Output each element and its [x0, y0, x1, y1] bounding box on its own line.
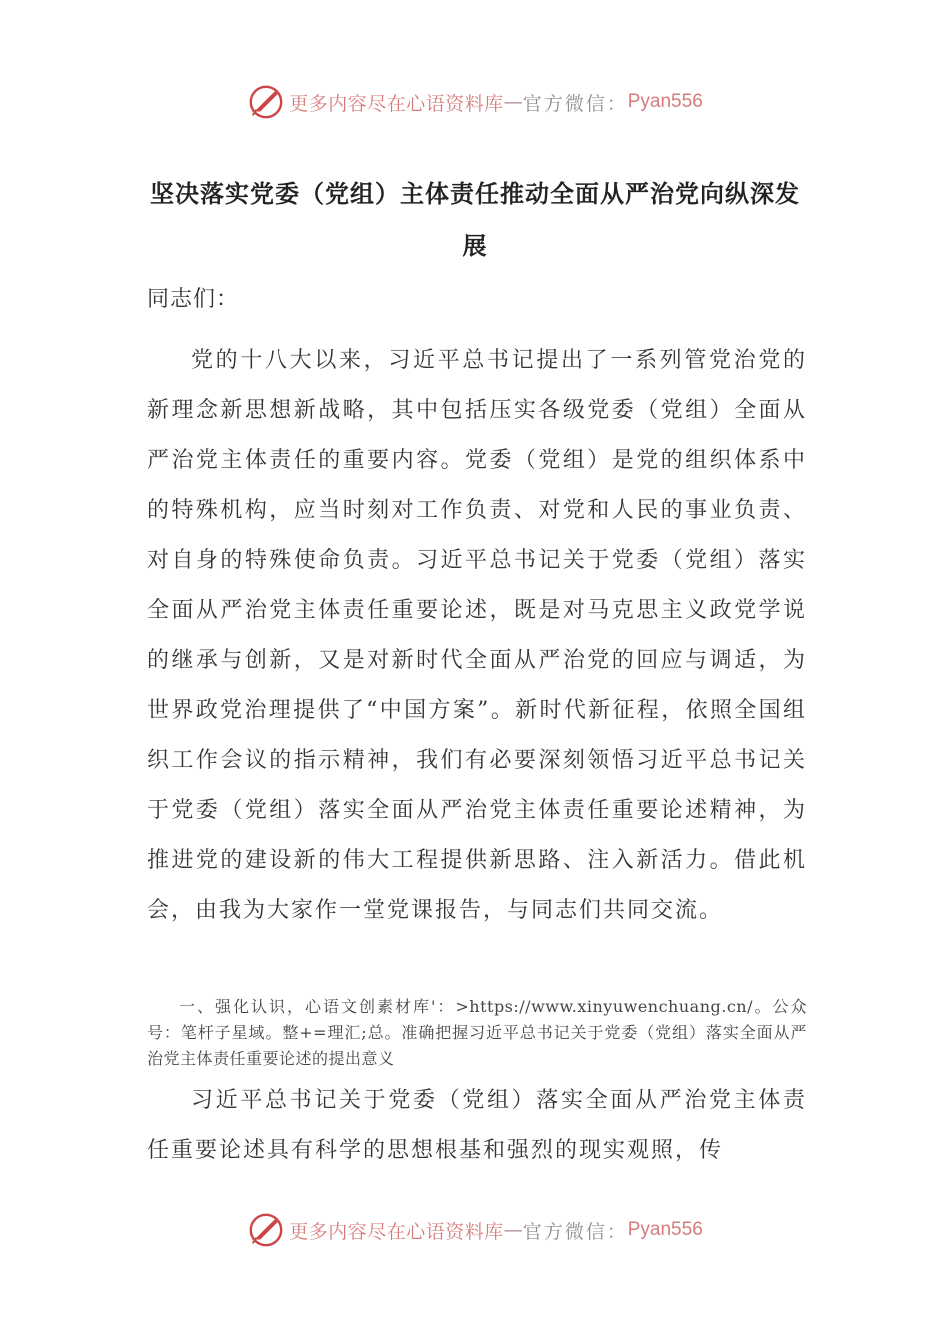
watermark-header: [0, 82, 950, 122]
paragraph-section-one: 习近平总书记关于党委（党组）落实全面从严治党主体责任重要论述具有科学的思想根基和强烈的现实观照，传: [147, 1088, 807, 1163]
watermark-footer: [0, 1210, 950, 1250]
watermark-official-label: 官方微信：: [522, 1220, 628, 1243]
section-heading: 一、强化认识，心语文创素材库'：>https://www.xinyuwenchuang.cn/。公众号：笔杆子星域。整+=理汇;总。准确把握习近平总书记关于党委（党组）落实全面从严治党主体责任重要论述的提出意义: [147, 997, 807, 1068]
document-title: 坚决落实党委（党组）主体责任推动全面从严治党向纵深发展: [150, 180, 800, 260]
watermark-wechat-id: Pyan556: [627, 91, 703, 112]
salutation: 同志们：: [147, 287, 240, 312]
watermark-separator: —: [503, 91, 523, 113]
quill-logo-icon: [247, 1211, 285, 1249]
quill-logo-icon: [247, 83, 285, 121]
paragraph-intro: 党的十八大以来，习近平总书记提出了一系列管党治党的新理念新思想新战略，其中包括压实各级党委（党组）全面从严治党主体责任的重要内容。党委（党组）是党的组织体系中的特殊机构，应当时刻对工作负责、对党和人民的事业负责、对自身的特殊使命负责。习近平总书记关于党委（党组）落实全面从严治党主体责任重要论述，既是对马克思主义政党学说的继承与创新，又是对新时代全面从严治党的回应与调适，为世界政党治理提供了“中国方案”。新时代新征程，依照全国组织工作会议的指示精神，我们有必要深刻领悟习近平总书记关于党委（党组）落实全面从严治党主体责任重要论述精神，为推进党的建设新的伟大工程提供新思路、注入新活力。借此机会，由我为大家作一堂党课报告，与同志们共同交流。: [147, 348, 807, 923]
watermark-brand: 更多内容尽在心语资料库: [289, 1220, 504, 1243]
watermark-official-label: 官方微信：: [522, 92, 628, 115]
watermark-brand: 更多内容尽在心语资料库: [289, 92, 504, 115]
watermark-wechat-id: Pyan556: [627, 1219, 703, 1240]
watermark-separator: —: [503, 1219, 523, 1241]
